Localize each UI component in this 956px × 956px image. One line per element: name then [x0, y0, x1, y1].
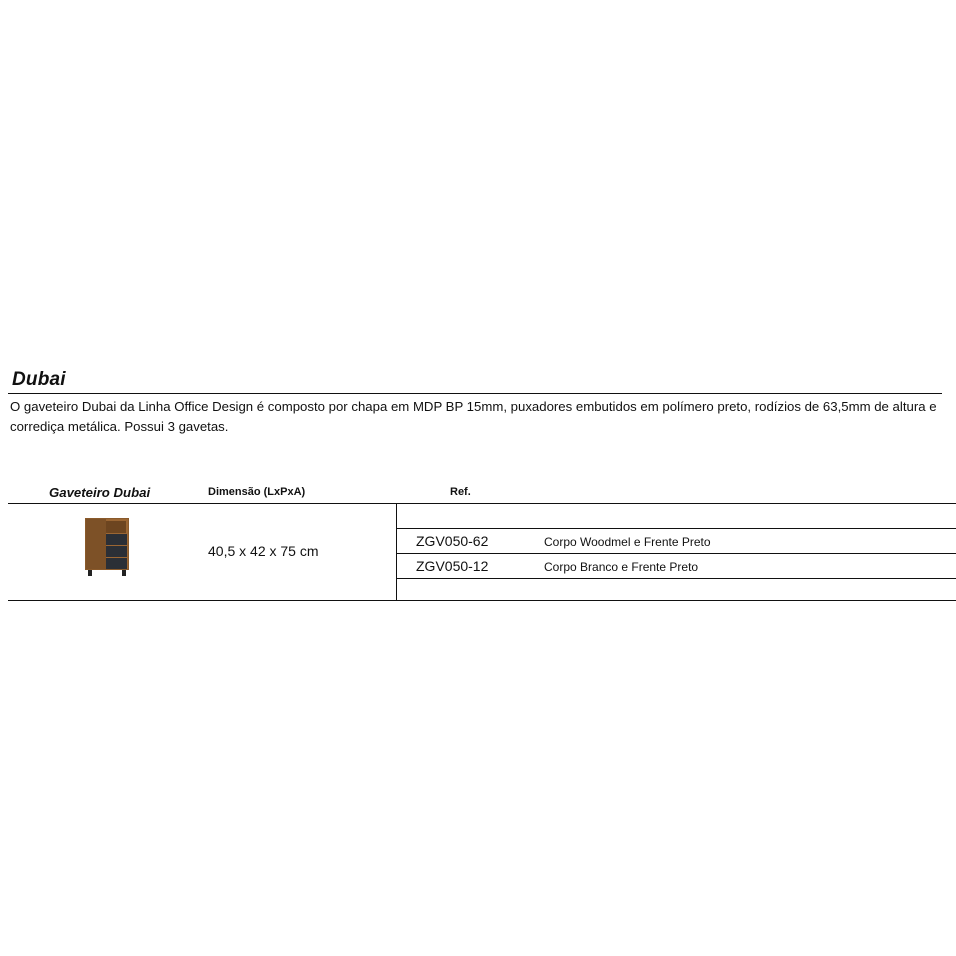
file-cabinet-icon	[82, 517, 132, 579]
table-header-rule	[8, 503, 956, 504]
section-title: Dubai	[12, 369, 66, 390]
ref-row-rule-1	[396, 528, 956, 529]
ref-code: ZGV050-62	[416, 533, 489, 549]
ref-row-rule-3	[396, 578, 956, 579]
header-ref: Ref.	[450, 486, 471, 498]
variant-description: Corpo Woodmel e Frente Preto	[544, 535, 711, 549]
ref-row-rule-2	[396, 553, 956, 554]
table-divider	[396, 503, 397, 600]
table-bottom-rule	[8, 600, 956, 601]
product-dimension: 40,5 x 42 x 75 cm	[208, 543, 319, 559]
title-rule	[8, 393, 942, 394]
product-description: O gaveteiro Dubai da Linha Office Design é composto por chapa em MDP BP 15mm, puxadores embutidos em polímero preto, rodízios de 63,5mm de altura e corrediça metálica. Possui 3 gavetas.	[10, 399, 937, 434]
header-dimension: Dimensão (LxPxA)	[208, 486, 306, 498]
header-product: Gaveteiro Dubai	[49, 485, 151, 500]
variant-description: Corpo Branco e Frente Preto	[544, 560, 699, 574]
ref-code: ZGV050-12	[416, 558, 489, 574]
